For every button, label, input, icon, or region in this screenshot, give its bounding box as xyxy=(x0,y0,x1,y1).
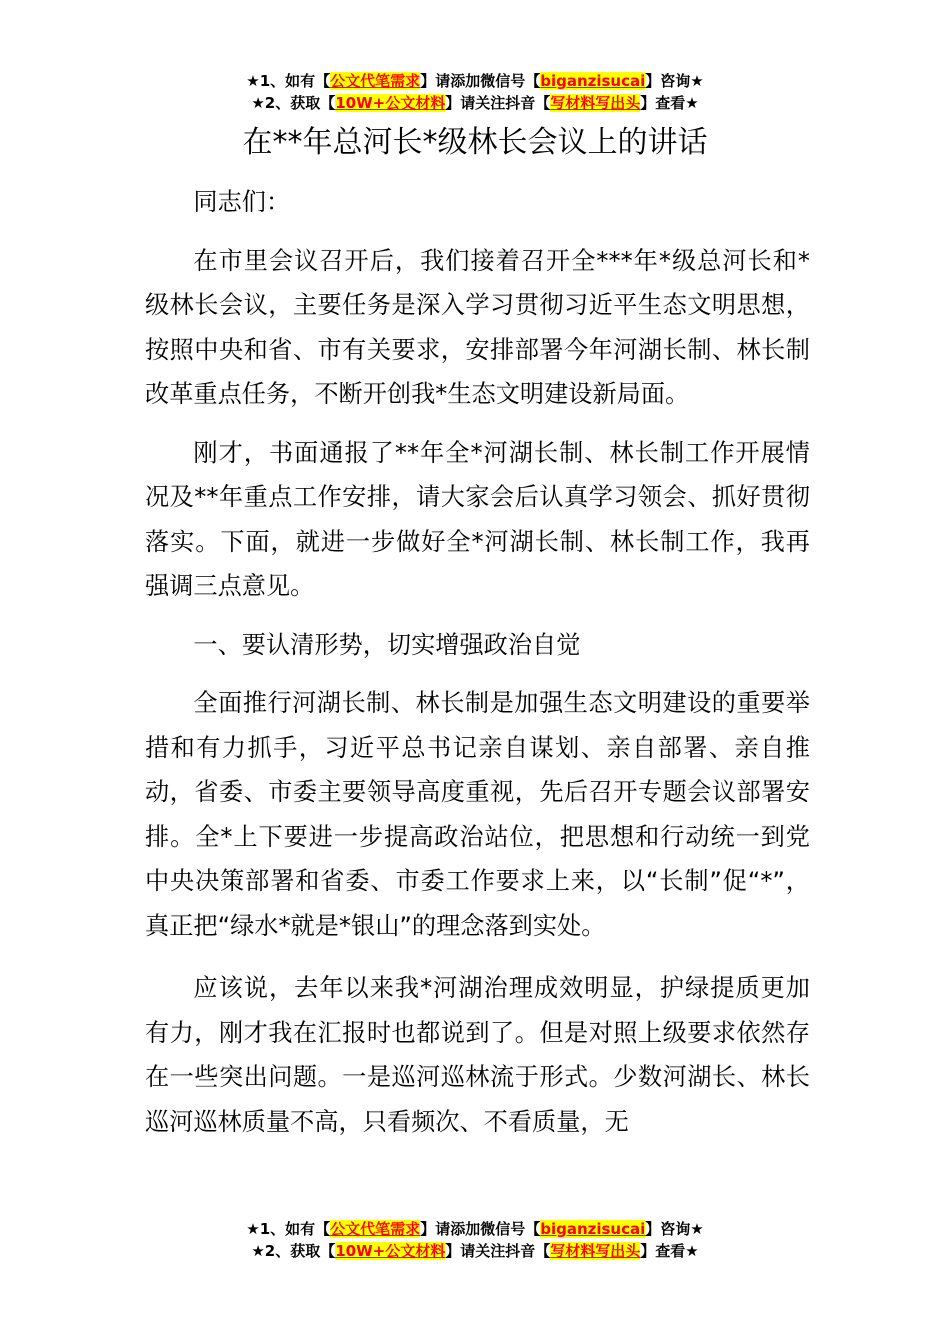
document-title: 在**年总河长*级林长会议上的讲话 xyxy=(242,125,708,160)
banner-line-2: ★2、获取【10W+公文材料】请关注抖音【写材料写出头】查看★ xyxy=(251,1242,699,1260)
banner-line-1: ★1、如有【公文代笔需求】请添加微信号【biganzisucai】咨询★ xyxy=(246,72,704,90)
banner-line-1: ★1、如有【公文代笔需求】请添加微信号【biganzisucai】咨询★ xyxy=(246,1220,704,1238)
footer-banner xyxy=(0,1218,950,1262)
salutation: 同志们： xyxy=(193,188,291,216)
paragraph: 应该说，去年以来我*河湖治理成效明显，护绿提质更加有力，刚才我在汇报时也都说到了。但是对照上级要求依然存在一些突出问题。一是巡河巡林流于形式。少数河湖长、林长巡河巡林质量不高，只看频次、不看质量，无 xyxy=(145,974,810,1136)
banner-highlight: 10W+公文材料 xyxy=(335,94,446,112)
paragraph: 在市里会议召开后，我们接着召开全***年*级总河长和*级林长会议，主要任务是深入学习贯彻习近平生态文明思想，按照中央和省、市有关要求，安排部署今年河湖长制、林长制改革重点任务，不断开创我*生态文明建设新局面。 xyxy=(145,246,810,408)
banner-highlight: 10W+公文材料 xyxy=(335,1242,446,1260)
banner-highlight: biganzisucai xyxy=(540,1220,646,1238)
banner-highlight: 公文代笔需求 xyxy=(330,72,421,90)
section-heading: 一、要认清形势，切实增强政治自觉 xyxy=(193,630,581,659)
banner-highlight: 写材料写出头 xyxy=(550,1242,641,1260)
paragraph: 刚才，书面通报了**年全*河湖长制、林长制工作开展情况及**年重点工作安排，请大家会后认真学习领会、抓好贯彻落实。下面，就进一步做好全*河湖长制、林长制工作，我再强调三点意见。 xyxy=(145,438,810,600)
paragraph: 全面推行河湖长制、林长制是加强生态文明建设的重要举措和有力抓手，习近平总书记亲自谋划、亲自部署、亲自推动，省委、市委主要领导高度重视，先后召开专题会议部署安排。全*上下要进一步提高政治站位，把思想和行动统一到党中央决策部署和省委、市委工作要求上来，以“长制”促“*”，真正把“绿水*就是*银山”的理念落到实处。 xyxy=(145,689,810,940)
document-body xyxy=(145,180,810,1158)
banner-highlight: 公文代笔需求 xyxy=(330,1220,421,1238)
banner-highlight: 写材料写出头 xyxy=(550,94,641,112)
header-banner xyxy=(0,70,950,114)
banner-line-2: ★2、获取【10W+公文材料】请关注抖音【写材料写出头】查看★ xyxy=(251,94,699,112)
banner-highlight: biganzisucai xyxy=(540,72,646,90)
